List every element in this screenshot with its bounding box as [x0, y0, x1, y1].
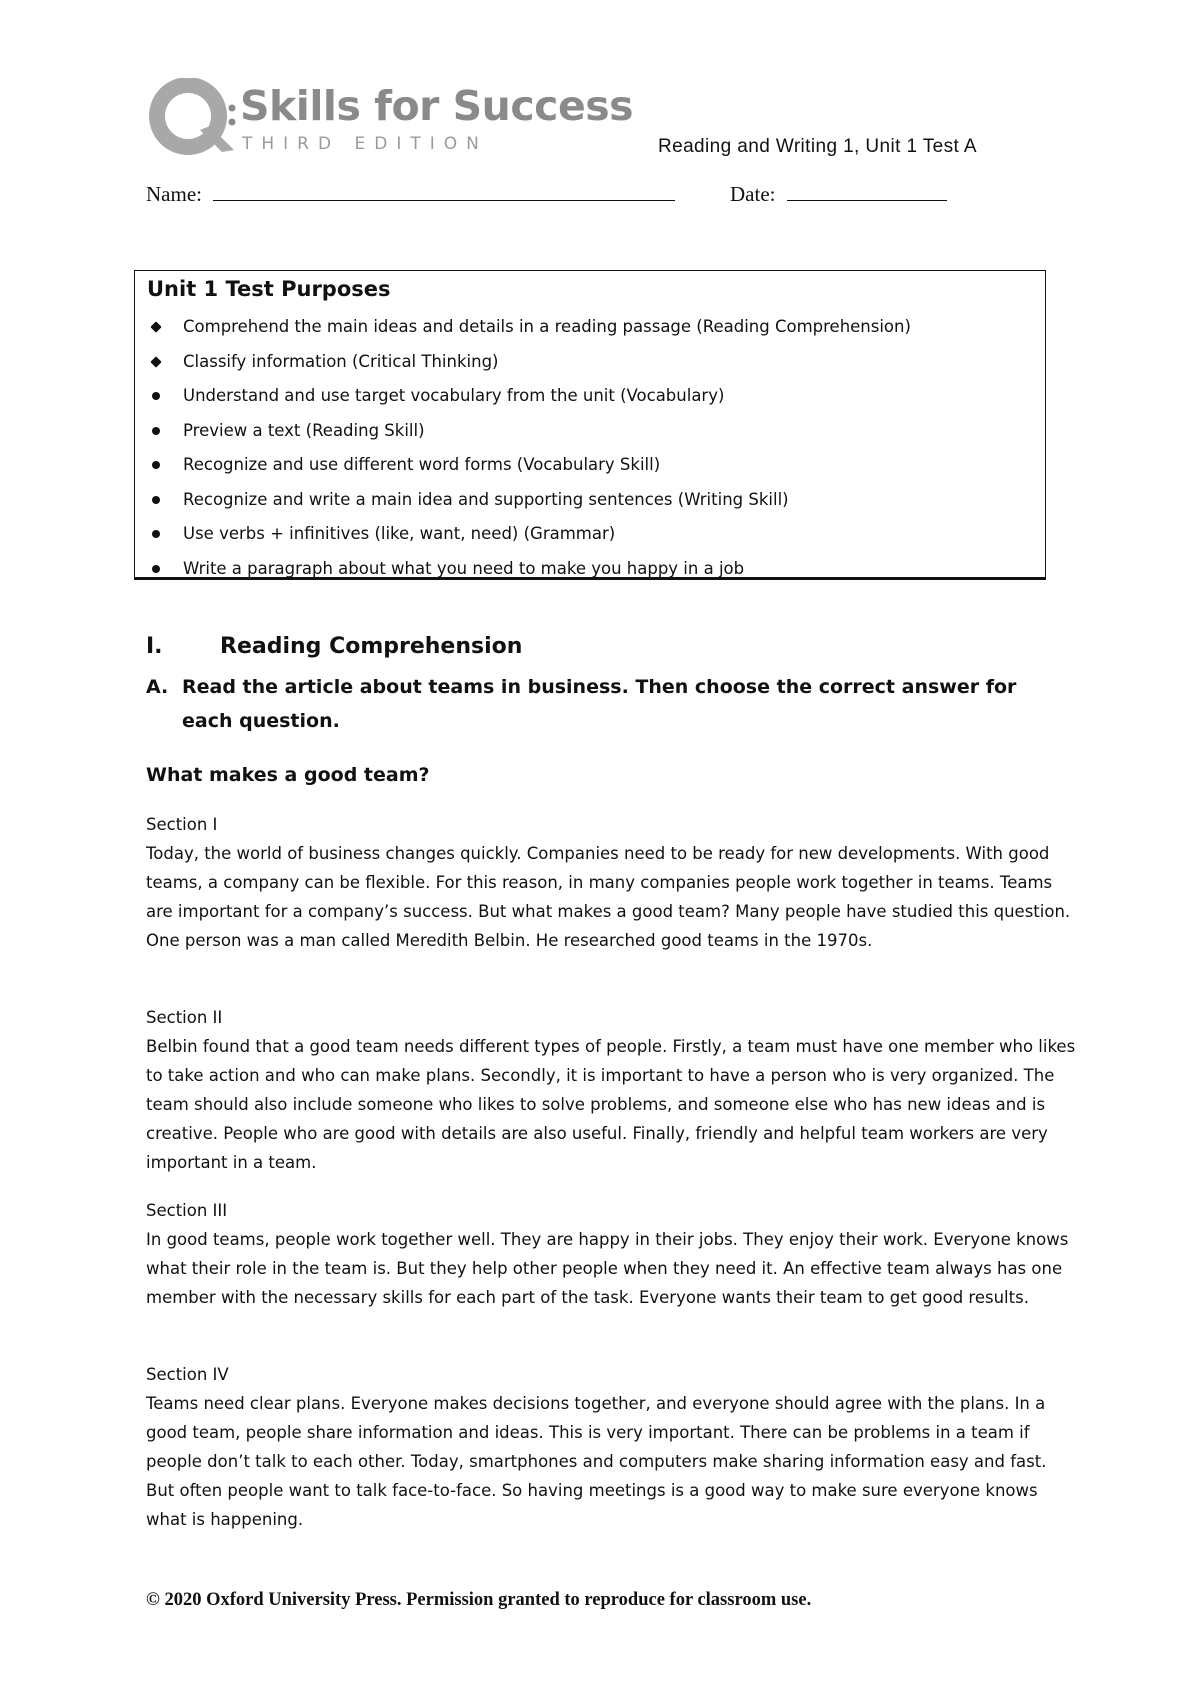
bullet-icon — [150, 356, 161, 367]
instruction-letter: A. — [146, 676, 169, 698]
section-label: Section II — [146, 1008, 223, 1027]
article-section-2 — [146, 1003, 1076, 1177]
section-label: Section I — [146, 815, 218, 834]
bullet-icon — [152, 530, 160, 538]
purpose-item — [135, 317, 911, 352]
date-label: Date: — [730, 182, 776, 206]
q-logo-icon — [148, 78, 244, 158]
purposes-title: Unit 1 Test Purposes — [147, 277, 391, 301]
bullet-icon — [150, 321, 161, 332]
purposes-list — [135, 317, 911, 593]
purpose-item — [135, 490, 911, 525]
purpose-text: Classify information (Critical Thinking) — [183, 351, 499, 371]
test-purposes-box — [134, 270, 1046, 580]
purpose-item — [135, 386, 911, 421]
purpose-text: Write a paragraph about what you need to make you happy in a job — [183, 558, 745, 578]
purpose-text: Understand and use target vocabulary from the unit (Vocabulary) — [183, 386, 725, 405]
heading-title: Reading Comprehension — [220, 634, 523, 659]
bullet-icon — [152, 427, 160, 435]
article-title: What makes a good team? — [146, 764, 430, 786]
reading-comprehension-heading — [146, 634, 522, 659]
article-section-4 — [146, 1360, 1076, 1534]
section-label: Section III — [146, 1201, 228, 1220]
bullet-icon — [152, 565, 160, 573]
purpose-text: Recognize and write a main idea and supporting sentences (Writing Skill) — [183, 489, 789, 509]
section-label: Section IV — [146, 1365, 229, 1384]
logo-title: Skills for Success — [240, 82, 634, 130]
article-section-3 — [146, 1196, 1076, 1312]
name-blank[interactable] — [213, 180, 675, 201]
purpose-item — [135, 559, 911, 594]
section-text: Teams need clear plans. Everyone makes decisions together, and everyone should agree with the plans. In a good team, people share information and ideas. This is very important. There can be problems in a team if people don’t talk to each other. Today, smartphones and computers make sharing information easy and fast. But often people want to talk face-to-face. So having meetings is a good way to make sure everyone knows what is happening. — [146, 1394, 1047, 1529]
instruction-text: Read the article about teams in business. Then choose the correct answer for each question. — [182, 676, 1017, 732]
purpose-item — [135, 421, 911, 456]
date-blank[interactable] — [787, 180, 947, 201]
purpose-text: Use verbs + infinitives (like, want, need) (Grammar) — [183, 524, 616, 543]
section-text: In good teams, people work together well. They are happy in their jobs. They enjoy their work. Everyone knows what their role in the team is. But they help other people when they need it. An effective team always has one member with the necessary skills for each part of the task. Everyone wants their team to get good results. — [146, 1230, 1069, 1307]
bullet-icon — [152, 392, 160, 400]
publisher-logo — [148, 78, 634, 158]
name-label: Name: — [146, 182, 202, 206]
section-text: Today, the world of business changes quickly. Companies need to be ready for new developments. With good teams, a company can be flexible. For this reason, in many companies people work together in teams. Teams are important for a company’s success. But what makes a good team? Many people have studied this question. One person was a man called Meredith Belbin. He researched good teams in the 1970s. — [146, 844, 1071, 950]
purpose-text: Preview a text (Reading Skill) — [183, 420, 425, 440]
logo-subtitle: THIRD EDITION — [242, 134, 488, 154]
purpose-text: Recognize and use different word forms (Vocabulary Skill) — [183, 455, 661, 474]
date-field[interactable] — [730, 180, 947, 207]
purpose-item — [135, 352, 911, 387]
purpose-text: Comprehend the main ideas and details in a reading passage (Reading Comprehension) — [183, 317, 911, 336]
instruction-a — [146, 670, 1046, 738]
heading-number: I. — [146, 634, 163, 659]
bullet-icon — [152, 496, 160, 504]
copyright-footer: © 2020 Oxford University Press. Permission granted to reproduce for classroom use. — [146, 1590, 812, 1610]
bullet-icon — [152, 461, 160, 469]
purpose-item — [135, 524, 911, 559]
test-title: Reading and Writing 1, Unit 1 Test A — [658, 136, 977, 157]
purpose-item — [135, 455, 911, 490]
article-section-1 — [146, 810, 1076, 955]
section-text: Belbin found that a good team needs different types of people. Firstly, a team must have one member who likes to take action and who can make plans. Secondly, it is important to have a person who is very organized. The team should also include someone who likes to solve problems, and someone else who has new ideas and is creative. People who are good with details are also useful. Finally, friendly and helpful team workers are very important in a team. — [146, 1037, 1076, 1172]
name-field[interactable] — [146, 180, 675, 207]
